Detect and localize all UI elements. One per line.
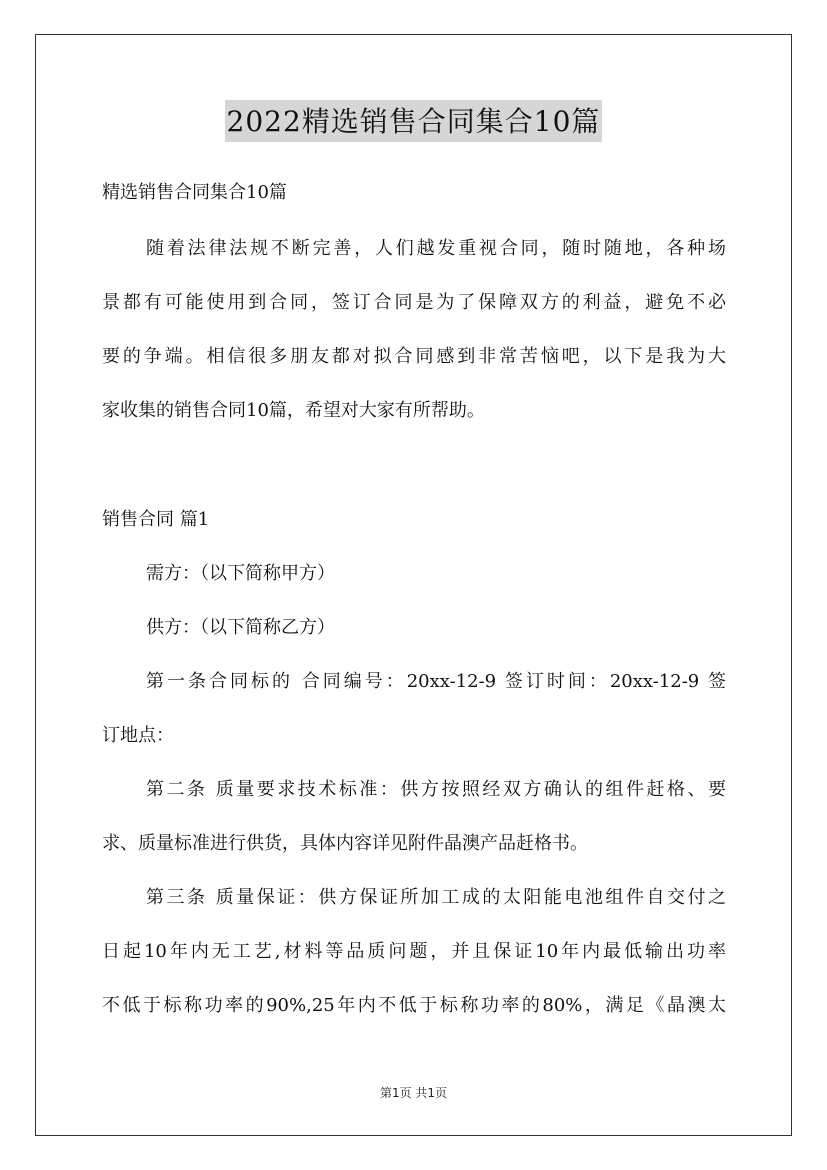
intro-line: 景都有可能使用到合同，签订合同是为了保障双方的利益，避免不必 (102, 292, 726, 313)
clause-3-line: 第三条 质量保证：供方保证所加工成的太阳能电池组件自交付之 (146, 887, 726, 908)
clause-1-line: 订地点： (102, 725, 174, 746)
party-b-line: 供方：（以下简称乙方） (146, 617, 335, 638)
intro-line: 要的争端。相信很多朋友都对拟合同感到非常苦恼吧，以下是我为大 (102, 346, 726, 367)
party-a-line: 需方：（以下简称甲方） (146, 563, 335, 584)
intro-line: 家收集的销售合同10篇，希望对大家有所帮助。 (102, 400, 485, 421)
clause-3-line: 不低于标称功率的90%,25年内不低于标称功率的80%，满足《晶澳太 (102, 995, 726, 1016)
clause-3-line: 日起10年内无工艺,材料等品质问题，并且保证10年内最低输出功率 (102, 941, 726, 962)
section-heading: 销售合同 篇1 (102, 509, 210, 530)
document-subtitle: 精选销售合同集合10篇 (102, 182, 287, 203)
intro-line: 随着法律法规不断完善，人们越发重视合同，随时随地，各种场 (146, 238, 726, 259)
clause-2-line: 第二条 质量要求技术标准：供方按照经双方确认的组件赶格、要 (146, 779, 726, 800)
clause-2-line: 求、质量标准进行供货，具体内容详见附件晶澳产品赶格书。 (102, 833, 588, 854)
page-footer: 第1页 共1页 (379, 1086, 448, 1100)
title-wrap (0, 100, 827, 142)
clause-1-line: 第一条合同标的 合同编号：20xx-12-9 签订时间：20xx-12-9 签 (146, 671, 726, 692)
document-title: 2022精选销售合同集合10篇 (225, 100, 603, 142)
